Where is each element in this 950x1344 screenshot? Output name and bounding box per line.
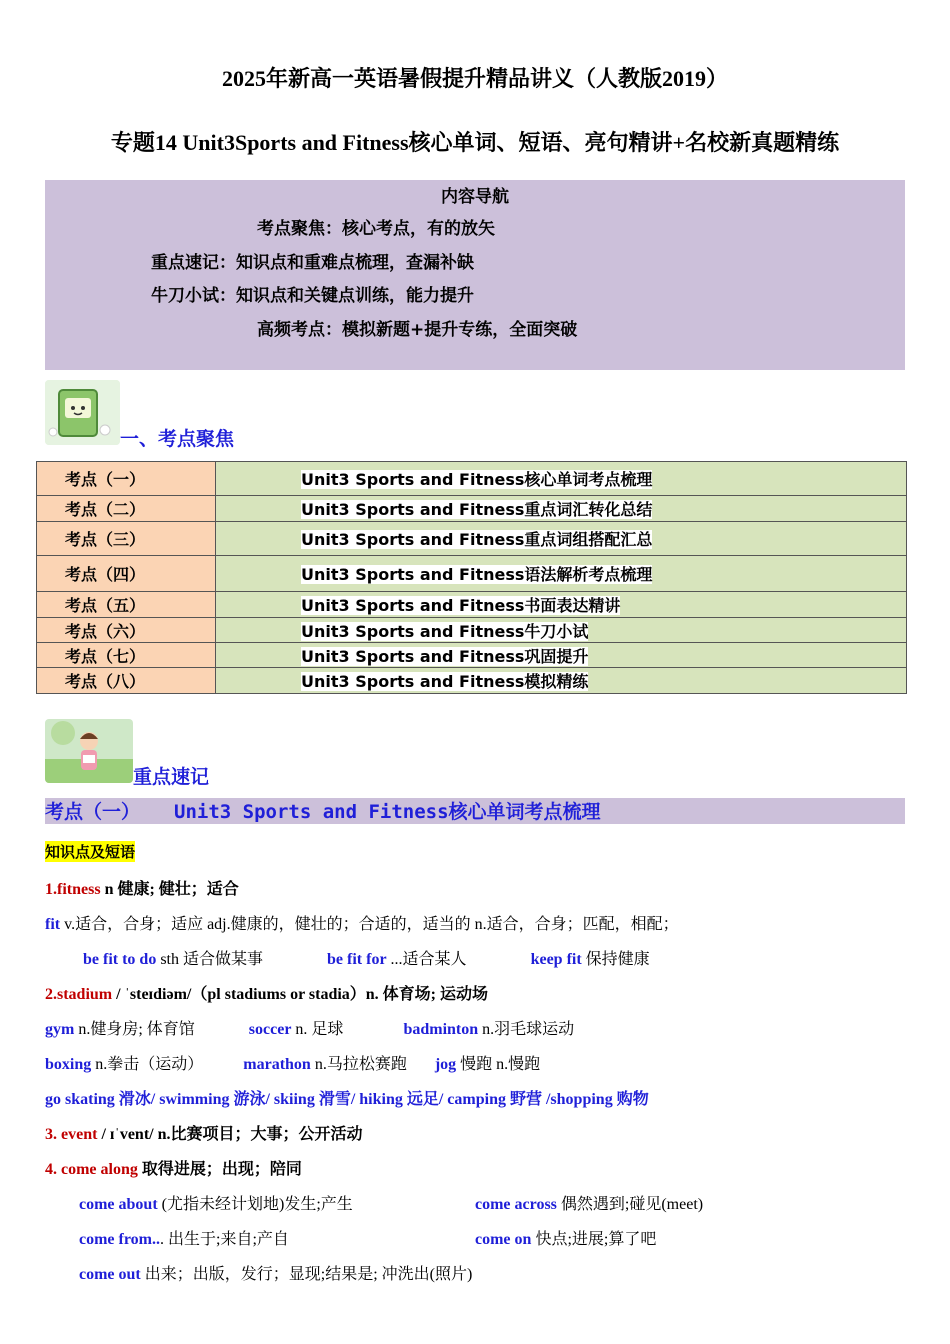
- section-title-focus: 一、考点聚焦: [120, 428, 235, 450]
- phrase-come-about: come about (尤指未经计划地)发生;产生: [79, 1196, 353, 1213]
- table-row: [37, 462, 907, 496]
- section-title-notes: 重点速记: [133, 766, 210, 788]
- go-activities-line: go skating 滑冰/ swimming 游泳/ skiing 滑雪/ hiking 远足/ camping 野营 /shopping 购物: [45, 1091, 649, 1108]
- table-row: [37, 618, 907, 643]
- content-navigation-box: [45, 180, 905, 370]
- kp1-label: 考点（一）: [45, 801, 141, 823]
- nav-heading: 内容导航: [441, 187, 509, 207]
- phrase-come-from: come from... 出生于;来自;产自: [79, 1231, 289, 1248]
- entry-fitness: 1.fitness n 健康; 健壮；适合: [45, 881, 239, 898]
- entry-stadium: 2.stadium / ˈsteɪdiəm/（pl stadiums or stadia）n. 体育场; 运动场: [45, 986, 489, 1003]
- toc-label: 考点（二）: [37, 496, 216, 522]
- phrase-come-out: come out 出来；出版，发行；显现;结果是; 冲洗出(照片): [79, 1266, 473, 1283]
- toc-label: 考点（七）: [37, 643, 216, 668]
- phrase-come-on: come on 快点;进展;算了吧: [475, 1231, 657, 1248]
- toc-topic: Unit3 Sports and Fitness书面表达精讲: [216, 592, 907, 618]
- reading-girl-image: [45, 719, 133, 783]
- toc-label: 考点（四）: [37, 556, 216, 592]
- highlight-label: 知识点及短语: [45, 843, 136, 861]
- table-row: [37, 668, 907, 694]
- table-row: [37, 556, 907, 592]
- entry-come-along: 4. come along 取得进展；出现；陪同: [45, 1161, 302, 1178]
- toc-topic: Unit3 Sports and Fitness模拟精练: [216, 668, 907, 694]
- table-row: [37, 522, 907, 556]
- toc-topic: Unit3 Sports and Fitness巩固提升: [216, 643, 907, 668]
- phrase-come-across: come across 偶然遇到;碰见(meet): [475, 1196, 704, 1213]
- entry-fit: fit v.适合，合身；适应 adj.健康的，健壮的；合适的，适当的 n.适合，合身；匹配，相配；: [45, 916, 679, 933]
- nav-line-3: 牛刀小试：知识点和关键点训练，能力提升: [151, 286, 474, 306]
- toc-label: 考点（一）: [37, 462, 216, 496]
- table-row: [37, 643, 907, 668]
- kp1-title: Unit3 Sports and Fitness核心单词考点梳理: [174, 801, 601, 823]
- row-boxing: boxing n.拳击（运动） marathon n.马拉松赛跑 jog 慢跑 n.慢跑: [45, 1056, 541, 1073]
- toc-topic: Unit3 Sports and Fitness牛刀小试: [216, 618, 907, 643]
- kp1-heading-bar: [45, 798, 905, 824]
- nav-line-2: 重点速记：知识点和重难点梳理，查漏补缺: [151, 253, 474, 273]
- book-mascot-image: [45, 380, 120, 445]
- toc-label: 考点（五）: [37, 592, 216, 618]
- toc-topic: Unit3 Sports and Fitness重点词组搭配汇总: [216, 522, 907, 556]
- toc-topic: Unit3 Sports and Fitness语法解析考点梳理: [216, 556, 907, 592]
- nav-line-4: 高频考点：模拟新题+提升专练，全面突破: [257, 320, 578, 340]
- table-row: [37, 592, 907, 618]
- toc-topic: Unit3 Sports and Fitness核心单词考点梳理: [216, 462, 907, 496]
- page-subtitle: 专题14 Unit3Sports and Fitness核心单词、短语、亮句精讲+名校新真题精练: [110, 130, 840, 155]
- table-row: [37, 496, 907, 522]
- toc-label: 考点（六）: [37, 618, 216, 643]
- fit-phrases: be fit to do sth 适合做某事 be fit for ...适合某人 keep fit 保持健康: [83, 951, 650, 968]
- page-title: 2025年新高一英语暑假提升精品讲义（人教版2019）: [221, 66, 728, 91]
- toc-topic: Unit3 Sports and Fitness重点词汇转化总结: [216, 496, 907, 522]
- nav-line-1: 考点聚焦：核心考点，有的放矢: [257, 219, 495, 239]
- topic-table: [36, 461, 907, 694]
- toc-label: 考点（八）: [37, 668, 216, 694]
- entry-event: 3. event / ɪˈvent/ n.比赛项目；大事；公开活动: [45, 1126, 363, 1143]
- row-gym: gym n.健身房; 体育馆 soccer n. 足球 badminton n.羽毛球运动: [45, 1021, 575, 1038]
- toc-label: 考点（三）: [37, 522, 216, 556]
